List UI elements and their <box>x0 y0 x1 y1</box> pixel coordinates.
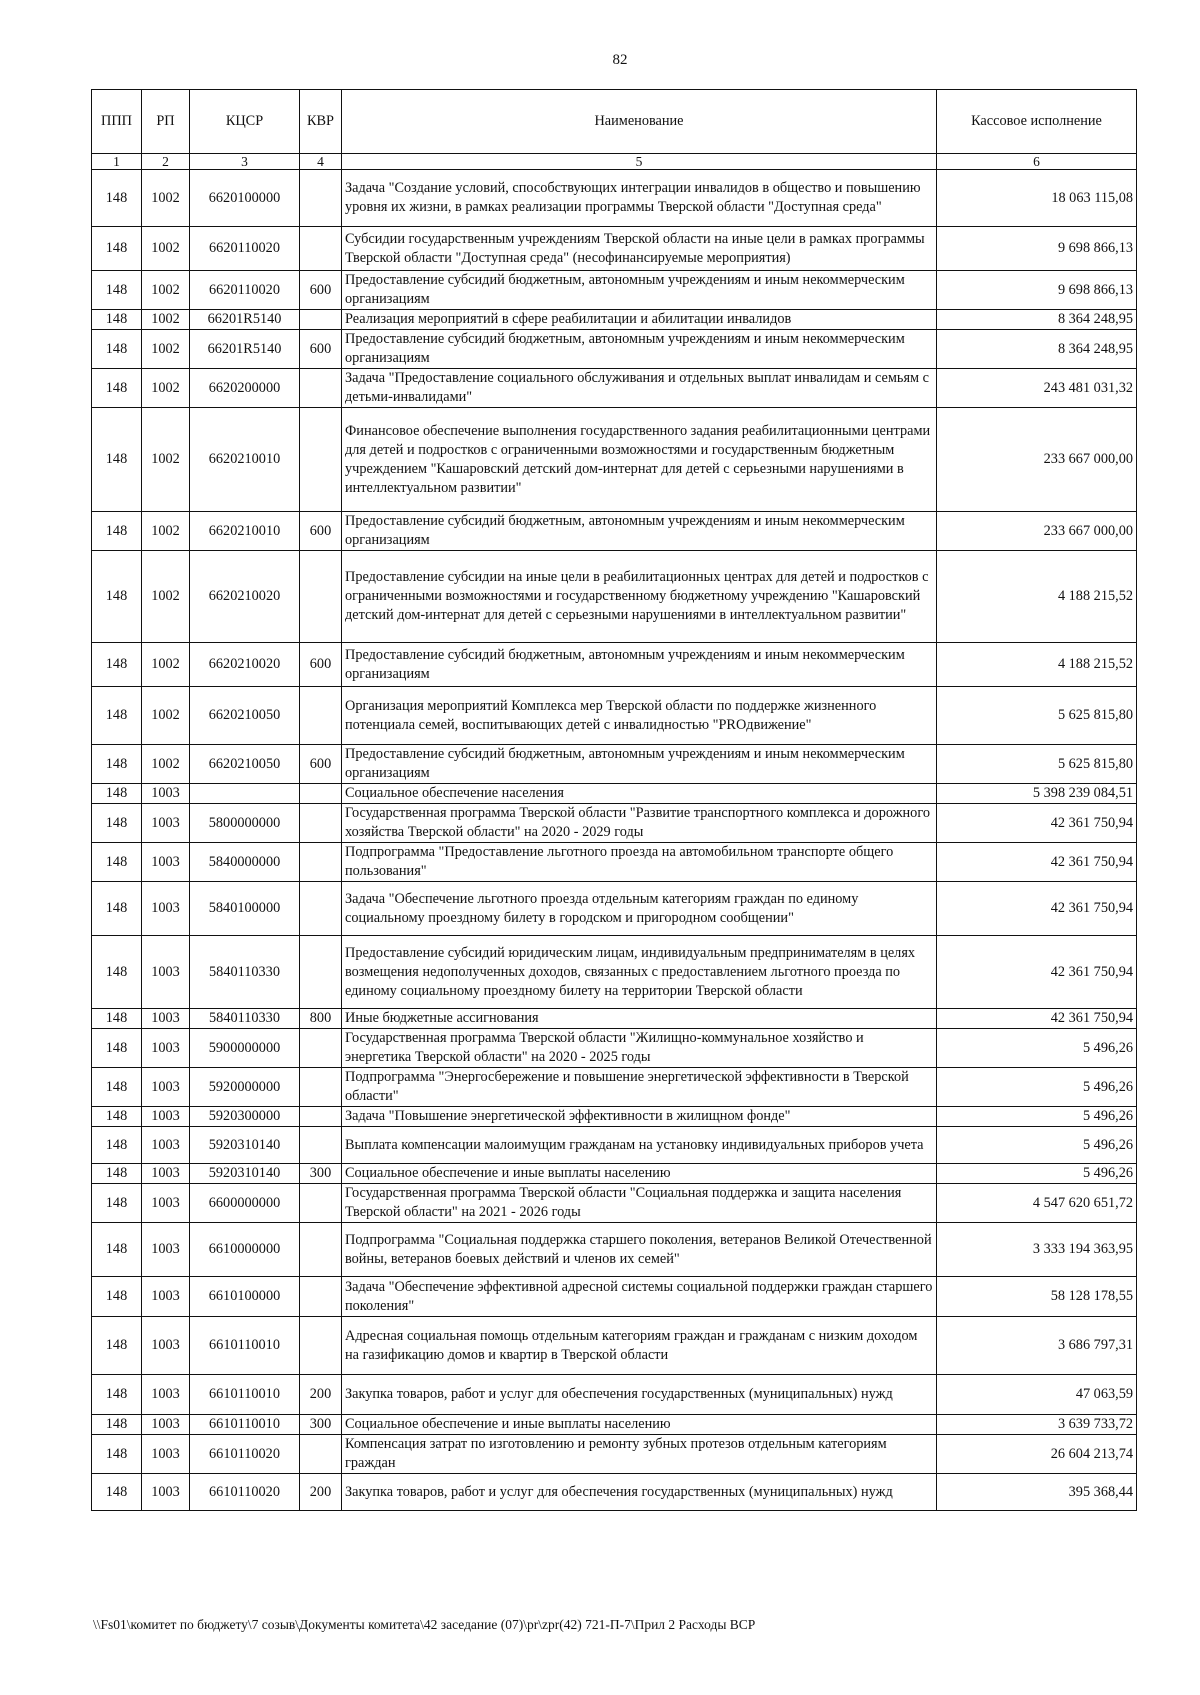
table-row <box>92 1474 1137 1511</box>
table-row <box>92 227 1137 271</box>
cell-amount: 42 361 750,94 <box>937 1009 1137 1029</box>
cell-ppp: 148 <box>92 1375 142 1415</box>
cell-name: Предоставление субсидий бюджетным, автономным учреждениям и иным некоммерческим организациям <box>342 271 937 310</box>
table-row <box>92 1317 1137 1375</box>
cell-ppp: 148 <box>92 369 142 408</box>
cell-amount: 5 496,26 <box>937 1029 1137 1068</box>
cell-amount: 5 496,26 <box>937 1068 1137 1107</box>
cell-kcsr: 6620210050 <box>190 687 300 745</box>
cell-ppp: 148 <box>92 1127 142 1164</box>
cell-kvr: 600 <box>300 271 342 310</box>
cell-rp: 1002 <box>142 745 190 784</box>
table-row <box>92 310 1137 330</box>
cell-kvr <box>300 551 342 643</box>
cell-kcsr: 66201R5140 <box>190 330 300 369</box>
budget-table <box>91 89 1137 1511</box>
cell-kcsr: 6620210010 <box>190 408 300 512</box>
cell-ppp: 148 <box>92 1415 142 1435</box>
cell-name: Социальное обеспечение населения <box>342 784 937 804</box>
table-row <box>92 369 1137 408</box>
cell-amount: 5 496,26 <box>937 1164 1137 1184</box>
table-row <box>92 512 1137 551</box>
column-number: 3 <box>190 154 300 170</box>
cell-kvr <box>300 1107 342 1127</box>
table-body <box>92 170 1137 1511</box>
cell-name: Предоставление субсидии на иные цели в реабилитационных центрах для детей и подростков с ограниченными возможностями и государственному бюджетному учреждению "Кашаровский детский дом-интернат для детей с серьезными нарушениями в интеллектуальном развитии" <box>342 551 937 643</box>
cell-kcsr: 5840000000 <box>190 843 300 882</box>
table-row <box>92 1068 1137 1107</box>
column-number: 5 <box>342 154 937 170</box>
cell-kcsr: 5900000000 <box>190 1029 300 1068</box>
table-row <box>92 936 1137 1009</box>
cell-rp: 1003 <box>142 1474 190 1511</box>
cell-amount: 4 188 215,52 <box>937 643 1137 687</box>
cell-name: Предоставление субсидий бюджетным, автономным учреждениям и иным некоммерческим организациям <box>342 745 937 784</box>
column-number: 6 <box>937 154 1137 170</box>
cell-name: Государственная программа Тверской области "Жилищно-коммунальное хозяйство и энергетика Тверской области" на 2020 - 2025 годы <box>342 1029 937 1068</box>
cell-amount: 9 698 866,13 <box>937 271 1137 310</box>
cell-amount: 42 361 750,94 <box>937 804 1137 843</box>
table-row <box>92 1029 1137 1068</box>
cell-kcsr: 6620210020 <box>190 643 300 687</box>
table-row <box>92 551 1137 643</box>
cell-rp: 1002 <box>142 170 190 227</box>
cell-ppp: 148 <box>92 1474 142 1511</box>
cell-amount: 395 368,44 <box>937 1474 1137 1511</box>
cell-kcsr: 6610110020 <box>190 1474 300 1511</box>
cell-rp: 1003 <box>142 843 190 882</box>
cell-kcsr: 6600000000 <box>190 1184 300 1223</box>
cell-rp: 1003 <box>142 1184 190 1223</box>
cell-kcsr: 6620210050 <box>190 745 300 784</box>
table-row <box>92 408 1137 512</box>
cell-name: Предоставление субсидий бюджетным, автономным учреждениям и иным некоммерческим организациям <box>342 330 937 369</box>
cell-amount: 5 625 815,80 <box>937 745 1137 784</box>
cell-ppp: 148 <box>92 882 142 936</box>
cell-kvr <box>300 687 342 745</box>
cell-kvr: 600 <box>300 512 342 551</box>
cell-name: Предоставление субсидий бюджетным, автономным учреждениям и иным некоммерческим организациям <box>342 643 937 687</box>
cell-kvr <box>300 170 342 227</box>
cell-ppp: 148 <box>92 1223 142 1277</box>
cell-kvr <box>300 1184 342 1223</box>
cell-ppp: 148 <box>92 310 142 330</box>
cell-amount: 58 128 178,55 <box>937 1277 1137 1317</box>
cell-ppp: 148 <box>92 330 142 369</box>
cell-rp: 1003 <box>142 1277 190 1317</box>
cell-rp: 1003 <box>142 1107 190 1127</box>
cell-name: Выплата компенсации малоимущим гражданам на установку индивидуальных приборов учета <box>342 1127 937 1164</box>
cell-rp: 1002 <box>142 643 190 687</box>
table-row <box>92 1375 1137 1415</box>
cell-ppp: 148 <box>92 843 142 882</box>
cell-kvr <box>300 310 342 330</box>
cell-kcsr: 6620210020 <box>190 551 300 643</box>
cell-kvr: 300 <box>300 1415 342 1435</box>
cell-kvr <box>300 1435 342 1474</box>
cell-kvr <box>300 227 342 271</box>
cell-name: Государственная программа Тверской области "Социальная поддержка и защита населения Тверской области" на 2021 - 2026 годы <box>342 1184 937 1223</box>
cell-kvr <box>300 804 342 843</box>
cell-ppp: 148 <box>92 804 142 843</box>
cell-kcsr: 6620100000 <box>190 170 300 227</box>
cell-amount: 18 063 115,08 <box>937 170 1137 227</box>
cell-rp: 1003 <box>142 784 190 804</box>
table-row <box>92 1164 1137 1184</box>
cell-amount: 26 604 213,74 <box>937 1435 1137 1474</box>
cell-rp: 1003 <box>142 936 190 1009</box>
cell-name: Субсидии государственным учреждениям Тверской области на иные цели в рамках программы Тверской области "Доступная среда" (несофинансируемые мероприятия) <box>342 227 937 271</box>
cell-name: Задача "Обеспечение эффективной адресной системы социальной поддержки граждан старшего поколения" <box>342 1277 937 1317</box>
cell-ppp: 148 <box>92 170 142 227</box>
cell-rp: 1003 <box>142 1068 190 1107</box>
cell-amount: 5 625 815,80 <box>937 687 1137 745</box>
cell-name: Задача "Обеспечение льготного проезда отдельным категориям граждан по единому социальному проездному билету в городском и пригородном сообщении" <box>342 882 937 936</box>
header-kcsr: КЦСР <box>190 90 300 154</box>
cell-name: Организация мероприятий Комплекса мер Тверской области по поддержке жизненного потенциала семей, воспитывающих детей с инвалидностью "PROдвижение" <box>342 687 937 745</box>
cell-kvr: 600 <box>300 330 342 369</box>
cell-amount: 47 063,59 <box>937 1375 1137 1415</box>
cell-name: Социальное обеспечение и иные выплаты населению <box>342 1415 937 1435</box>
cell-ppp: 148 <box>92 687 142 745</box>
cell-rp: 1003 <box>142 1127 190 1164</box>
cell-amount: 9 698 866,13 <box>937 227 1137 271</box>
cell-ppp: 148 <box>92 271 142 310</box>
cell-name: Задача "Повышение энергетической эффективности в жилищном фонде" <box>342 1107 937 1127</box>
cell-kcsr: 6620110020 <box>190 271 300 310</box>
cell-amount: 233 667 000,00 <box>937 408 1137 512</box>
table-row <box>92 745 1137 784</box>
table-row <box>92 330 1137 369</box>
cell-amount: 233 667 000,00 <box>937 512 1137 551</box>
table-row <box>92 643 1137 687</box>
cell-kvr <box>300 1317 342 1375</box>
cell-kcsr: 6620110020 <box>190 227 300 271</box>
cell-amount: 4 188 215,52 <box>937 551 1137 643</box>
cell-amount: 5 496,26 <box>937 1107 1137 1127</box>
cell-name: Предоставление субсидий бюджетным, автономным учреждениям и иным некоммерческим организациям <box>342 512 937 551</box>
cell-amount: 3 333 194 363,95 <box>937 1223 1137 1277</box>
cell-ppp: 148 <box>92 643 142 687</box>
cell-kcsr: 6610110010 <box>190 1317 300 1375</box>
cell-rp: 1002 <box>142 227 190 271</box>
column-number-row <box>92 154 1137 170</box>
table-row <box>92 170 1137 227</box>
cell-amount: 42 361 750,94 <box>937 843 1137 882</box>
cell-rp: 1002 <box>142 551 190 643</box>
table-row <box>92 687 1137 745</box>
cell-rp: 1003 <box>142 1435 190 1474</box>
table-row <box>92 1223 1137 1277</box>
table-row <box>92 271 1137 310</box>
table-row <box>92 1184 1137 1223</box>
cell-rp: 1003 <box>142 1375 190 1415</box>
cell-name: Предоставление субсидий юридическим лицам, индивидуальным предпринимателям в целях возмещения недополученных доходов, связанных с предоставлением льготного проезда по единому социальному проездному билету на территории Тверской области <box>342 936 937 1009</box>
header-name: Наименование <box>342 90 937 154</box>
cell-kvr <box>300 784 342 804</box>
cell-amount: 5 496,26 <box>937 1127 1137 1164</box>
cell-amount: 243 481 031,32 <box>937 369 1137 408</box>
cell-rp: 1003 <box>142 1029 190 1068</box>
table-row <box>92 804 1137 843</box>
cell-kcsr: 6610110010 <box>190 1415 300 1435</box>
cell-kcsr: 5920310140 <box>190 1127 300 1164</box>
cell-kvr: 200 <box>300 1375 342 1415</box>
cell-amount: 5 398 239 084,51 <box>937 784 1137 804</box>
cell-rp: 1002 <box>142 369 190 408</box>
cell-kvr <box>300 843 342 882</box>
cell-kcsr: 66201R5140 <box>190 310 300 330</box>
cell-ppp: 148 <box>92 1068 142 1107</box>
cell-name: Подпрограмма "Энергосбережение и повышение энергетической эффективности в Тверской области" <box>342 1068 937 1107</box>
cell-kcsr: 6610110020 <box>190 1435 300 1474</box>
cell-kcsr: 6610110010 <box>190 1375 300 1415</box>
cell-kcsr <box>190 784 300 804</box>
table-row <box>92 1127 1137 1164</box>
cell-kcsr: 5800000000 <box>190 804 300 843</box>
cell-kvr: 200 <box>300 1474 342 1511</box>
table-row <box>92 784 1137 804</box>
cell-kcsr: 5840100000 <box>190 882 300 936</box>
cell-name: Адресная социальная помощь отдельным категориям граждан и гражданам с низким доходом на газификацию домов и квартир в Тверской области <box>342 1317 937 1375</box>
cell-rp: 1002 <box>142 271 190 310</box>
cell-name: Социальное обеспечение и иные выплаты населению <box>342 1164 937 1184</box>
cell-kcsr: 5920000000 <box>190 1068 300 1107</box>
table-row <box>92 1435 1137 1474</box>
cell-ppp: 148 <box>92 512 142 551</box>
cell-rp: 1002 <box>142 687 190 745</box>
cell-ppp: 148 <box>92 745 142 784</box>
cell-amount: 3 686 797,31 <box>937 1317 1137 1375</box>
cell-ppp: 148 <box>92 1107 142 1127</box>
table-row <box>92 843 1137 882</box>
cell-kvr <box>300 1223 342 1277</box>
cell-ppp: 148 <box>92 1277 142 1317</box>
header-ppp: ППП <box>92 90 142 154</box>
cell-rp: 1003 <box>142 1164 190 1184</box>
cell-name: Подпрограмма "Социальная поддержка старшего поколения, ветеранов Великой Отечественной войны, ветеранов боевых действий и членов их семей" <box>342 1223 937 1277</box>
cell-rp: 1003 <box>142 804 190 843</box>
cell-kvr: 600 <box>300 643 342 687</box>
cell-name: Закупка товаров, работ и услуг для обеспечения государственных (муниципальных) нужд <box>342 1474 937 1511</box>
header-amount: Кассовое исполнение <box>937 90 1137 154</box>
cell-rp: 1003 <box>142 1223 190 1277</box>
table-row <box>92 1277 1137 1317</box>
cell-amount: 3 639 733,72 <box>937 1415 1137 1435</box>
cell-kvr <box>300 1029 342 1068</box>
cell-ppp: 148 <box>92 1435 142 1474</box>
cell-amount: 8 364 248,95 <box>937 330 1137 369</box>
cell-kvr <box>300 408 342 512</box>
header-rp: РП <box>142 90 190 154</box>
cell-ppp: 148 <box>92 1029 142 1068</box>
cell-ppp: 148 <box>92 408 142 512</box>
cell-ppp: 148 <box>92 227 142 271</box>
cell-kcsr: 5840110330 <box>190 1009 300 1029</box>
cell-kcsr: 6620210010 <box>190 512 300 551</box>
table-row <box>92 1009 1137 1029</box>
cell-ppp: 148 <box>92 784 142 804</box>
table-row <box>92 882 1137 936</box>
cell-amount: 42 361 750,94 <box>937 882 1137 936</box>
cell-kcsr: 5920300000 <box>190 1107 300 1127</box>
cell-kcsr: 5920310140 <box>190 1164 300 1184</box>
cell-kvr <box>300 1277 342 1317</box>
column-number: 4 <box>300 154 342 170</box>
cell-ppp: 148 <box>92 1184 142 1223</box>
cell-kvr: 800 <box>300 1009 342 1029</box>
cell-name: Задача "Предоставление социального обслуживания и отдельных выплат инвалидам и семьям с детьми-инвалидами" <box>342 369 937 408</box>
cell-amount: 4 547 620 651,72 <box>937 1184 1137 1223</box>
cell-kvr: 600 <box>300 745 342 784</box>
cell-rp: 1003 <box>142 1317 190 1375</box>
cell-ppp: 148 <box>92 1164 142 1184</box>
footer-file-path: \\Fs01\комитет по бюджету\7 созыв\Документы комитета\42 заседание (07)\pr\zpr(42) 721-П-7\Прил 2 Расходы ВСР <box>93 1617 756 1632</box>
cell-rp: 1003 <box>142 1415 190 1435</box>
cell-name: Подпрограмма "Предоставление льготного проезда на автомобильном транспорте общего пользования" <box>342 843 937 882</box>
table-row <box>92 1107 1137 1127</box>
header-kvr: КВР <box>300 90 342 154</box>
cell-rp: 1002 <box>142 408 190 512</box>
column-number: 2 <box>142 154 190 170</box>
table-row <box>92 1415 1137 1435</box>
cell-kvr <box>300 1127 342 1164</box>
cell-kvr <box>300 1068 342 1107</box>
cell-ppp: 148 <box>92 551 142 643</box>
cell-amount: 42 361 750,94 <box>937 936 1137 1009</box>
table-header-row <box>92 90 1137 154</box>
cell-rp: 1003 <box>142 1009 190 1029</box>
cell-name: Закупка товаров, работ и услуг для обеспечения государственных (муниципальных) нужд <box>342 1375 937 1415</box>
cell-name: Компенсация затрат по изготовлению и ремонту зубных протезов отдельным категориям граждан <box>342 1435 937 1474</box>
cell-kcsr: 6610100000 <box>190 1277 300 1317</box>
cell-name: Иные бюджетные ассигнования <box>342 1009 937 1029</box>
cell-ppp: 148 <box>92 936 142 1009</box>
cell-ppp: 148 <box>92 1009 142 1029</box>
cell-kcsr: 6610000000 <box>190 1223 300 1277</box>
cell-rp: 1003 <box>142 882 190 936</box>
cell-kvr <box>300 369 342 408</box>
cell-kcsr: 6620200000 <box>190 369 300 408</box>
column-number: 1 <box>92 154 142 170</box>
cell-kvr <box>300 882 342 936</box>
cell-name: Задача "Создание условий, способствующих интеграции инвалидов в общество и повышению уровня их жизни, в рамках реализации программы Тверской области "Доступная среда" <box>342 170 937 227</box>
cell-kvr <box>300 936 342 1009</box>
cell-ppp: 148 <box>92 1317 142 1375</box>
cell-amount: 8 364 248,95 <box>937 310 1137 330</box>
cell-rp: 1002 <box>142 330 190 369</box>
page-number: 82 <box>612 52 628 68</box>
cell-kcsr: 5840110330 <box>190 936 300 1009</box>
cell-name: Финансовое обеспечение выполнения государственного задания реабилитационными центрами для детей и подростков с ограниченными возможностями и государственным бюджетным учреждением "Кашаровский детский дом-интернат для детей с серьезными нарушениями в интеллектуальном развитии" <box>342 408 937 512</box>
cell-kvr: 300 <box>300 1164 342 1184</box>
cell-name: Реализация мероприятий в сфере реабилитации и абилитации инвалидов <box>342 310 937 330</box>
cell-rp: 1002 <box>142 512 190 551</box>
cell-name: Государственная программа Тверской области "Развитие транспортного комплекса и дорожного хозяйства Тверской области" на 2020 - 2029 годы <box>342 804 937 843</box>
cell-rp: 1002 <box>142 310 190 330</box>
